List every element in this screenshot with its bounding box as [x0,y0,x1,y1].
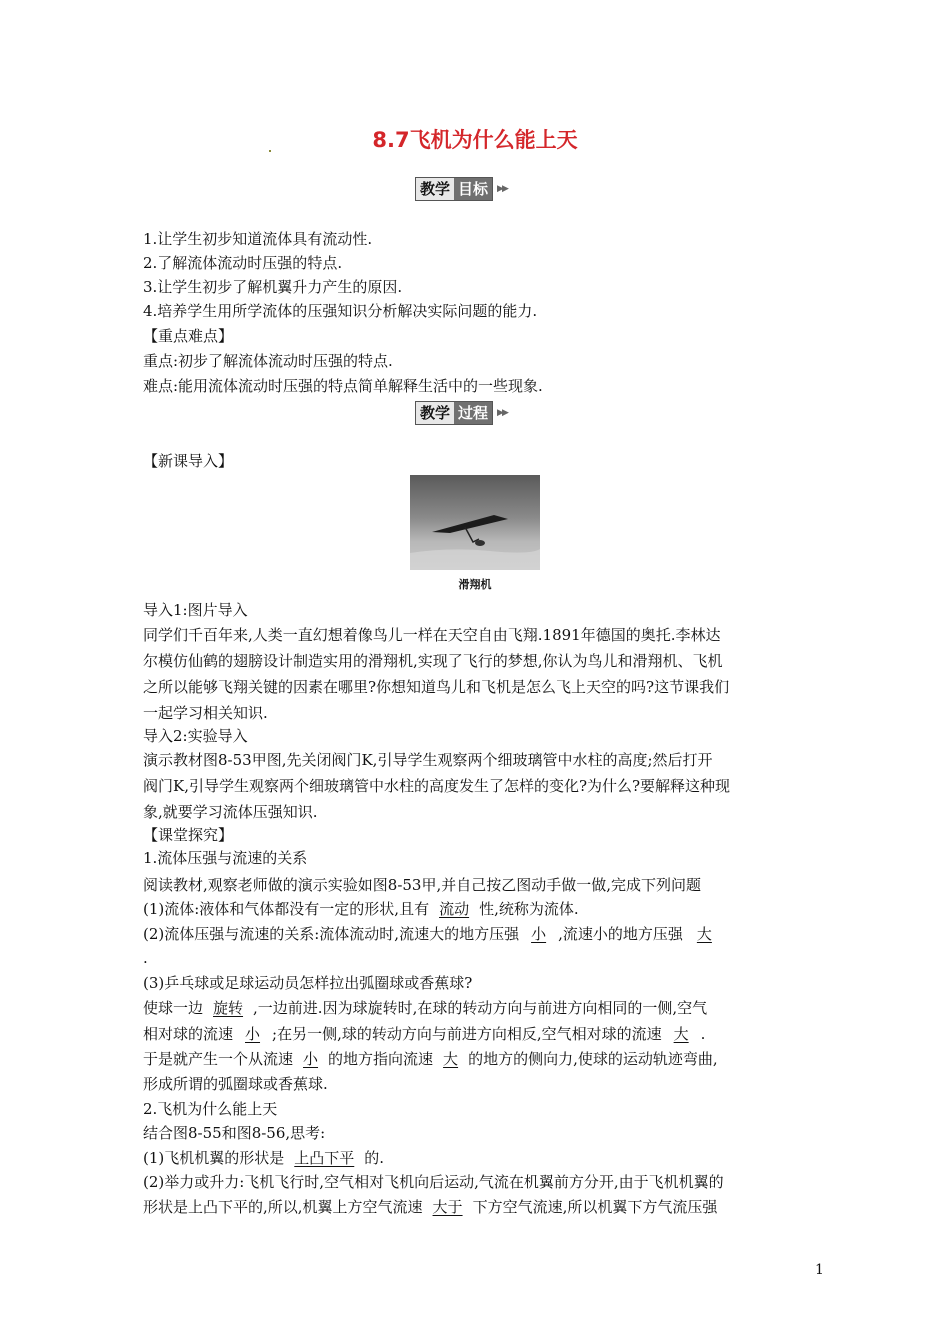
question-text: (2)流体压强与流速的关系:流体流动时,流速大的地方压强 [143,925,520,943]
goal-item: 4.培养学生用所学流体的压强知识分析解决实际问题的能力. [143,302,538,320]
page-title: 8.7飞机为什么能上天 [372,128,578,152]
answer-blank: 旋转 [213,999,244,1017]
question-text: 使球一边 [143,999,204,1017]
answer-blank: 大 [443,1050,459,1068]
question-text: 于是就产生一个从流速 [143,1050,294,1068]
answer-blank: 小 [303,1050,319,1068]
answer-blank: 小 [531,925,547,943]
arrow-icon: ▶▶ [497,408,507,418]
question-text: 下方空气流速,所以机翼下方气流压强 [472,1198,718,1216]
intro2-heading: 导入2:实验导入 [143,727,248,745]
paragraph-line: 象,就要学习流体压强知识. [143,803,318,821]
answer-blank: 上凸下平 [294,1149,355,1167]
intro1-heading: 导入1:图片导入 [143,601,248,619]
explore-heading: 【课堂探究】 [143,826,234,844]
question-text: 性,统称为流体. [479,900,579,918]
teaching-process-badge [415,401,507,425]
question-text: 的地方指向流速 [328,1050,434,1068]
paragraph-line: 尔模仿仙鹤的翅膀设计制造实用的滑翔机,实现了飞行的梦想,你认为鸟儿和滑翔机、飞机 [143,652,723,670]
figure-caption: 滑翔机 [458,578,492,591]
glider-icon [410,475,540,570]
page-number: 1 [815,1262,824,1278]
paragraph-line: 形成所谓的弧圈球或香蕉球. [143,1075,328,1093]
badge-text: 过程 [454,402,492,424]
arrow-icon: ▶▶ [497,184,507,194]
question-text: (1)飞机机翼的形状是 [143,1149,285,1167]
goal-item: 3.让学生初步了解机翼升力产生的原因. [143,278,403,296]
difficult-point: 难点:能用流体流动时压强的特点简单解释生活中的一些现象. [143,377,543,395]
question-text: ,一边前进.因为球旋转时,在球的转动方向与前进方向相同的一侧,空气 [253,999,708,1017]
paragraph-line: (2)举力或升力:飞机飞行时,空气相对飞机向后运动,气流在机翼前方分开,由于飞机机翼的 [143,1173,724,1191]
question-text: 相对球的流速 [143,1025,234,1043]
paragraph-line: 之所以能够飞翔关键的因素在哪里?你想知道鸟儿和飞机是怎么飞上天空的吗?这节课我们 [143,678,730,696]
paragraph-line: 阅读教材,观察老师做的演示实验如图8-53甲,并自己按乙图动手做一做,完成下列问题 [143,876,702,894]
goal-item: 2.了解流体流动时压强的特点. [143,254,343,272]
badge-text: 目标 [454,178,492,200]
question-line [143,998,707,1018]
answer-blank: 小 [245,1025,261,1043]
key-difficult-heading: 【重点难点】 [143,327,234,345]
question-line [143,924,718,944]
badge-text: 教学 [416,402,454,424]
question-line [143,1049,718,1069]
question-text: 形状是上凸下平的,所以,机翼上方空气流速 [143,1198,423,1216]
answer-blank: 大 [673,1025,689,1043]
paragraph-line: 结合图8-55和图8-56,思考: [143,1124,326,1142]
paragraph-line: 一起学习相关知识. [143,704,268,722]
question-text: 的地方的侧向力,使球的运动轨迹弯曲, [468,1050,718,1068]
question-line-end: . [143,949,148,967]
badge-text: 教学 [416,178,454,200]
question-line [143,1024,705,1044]
new-lesson-heading: 【新课导入】 [143,452,234,470]
question-text: ;在另一侧,球的转动方向与前进方向相反,空气相对球的流速 [272,1025,662,1043]
question-line [143,1197,717,1217]
section1-heading: 1.流体压强与流速的关系 [143,849,308,867]
question-text: (1)流体:液体和气体都没有一定的形状,且有 [143,900,430,918]
goal-item: 1.让学生初步知道流体具有流动性. [143,230,373,248]
glider-photo [410,475,540,570]
question-text: ,流速小的地方压强 [558,925,683,943]
key-point: 重点:初步了解流体流动时压强的特点. [143,352,393,370]
question-heading: (3)乒乓球或足球运动员怎样拉出弧圈球或香蕉球? [143,974,473,992]
answer-blank: 大 [696,925,712,943]
teaching-goals-badge [415,177,507,201]
answer-blank: 大于 [432,1198,463,1216]
section2-heading: 2.飞机为什么能上天 [143,1100,278,1118]
paragraph-line: 阀门K,引导学生观察两个细玻璃管中水柱的高度发生了怎样的变化?为什么?要解释这种现 [143,777,731,795]
question-line [143,899,579,919]
question-line [143,1148,384,1168]
question-text: 的. [364,1149,385,1167]
paragraph-line: 同学们千百年来,人类一直幻想着像鸟儿一样在天空自由飞翔.1891年德国的奥托.李林达 [143,626,721,644]
paragraph-line: 演示教材图8-53甲图,先关闭阀门K,引导学生观察两个细玻璃管中水柱的高度;然后打开 [143,751,713,769]
question-text: . [700,1025,706,1043]
answer-blank: 流动 [439,900,470,918]
